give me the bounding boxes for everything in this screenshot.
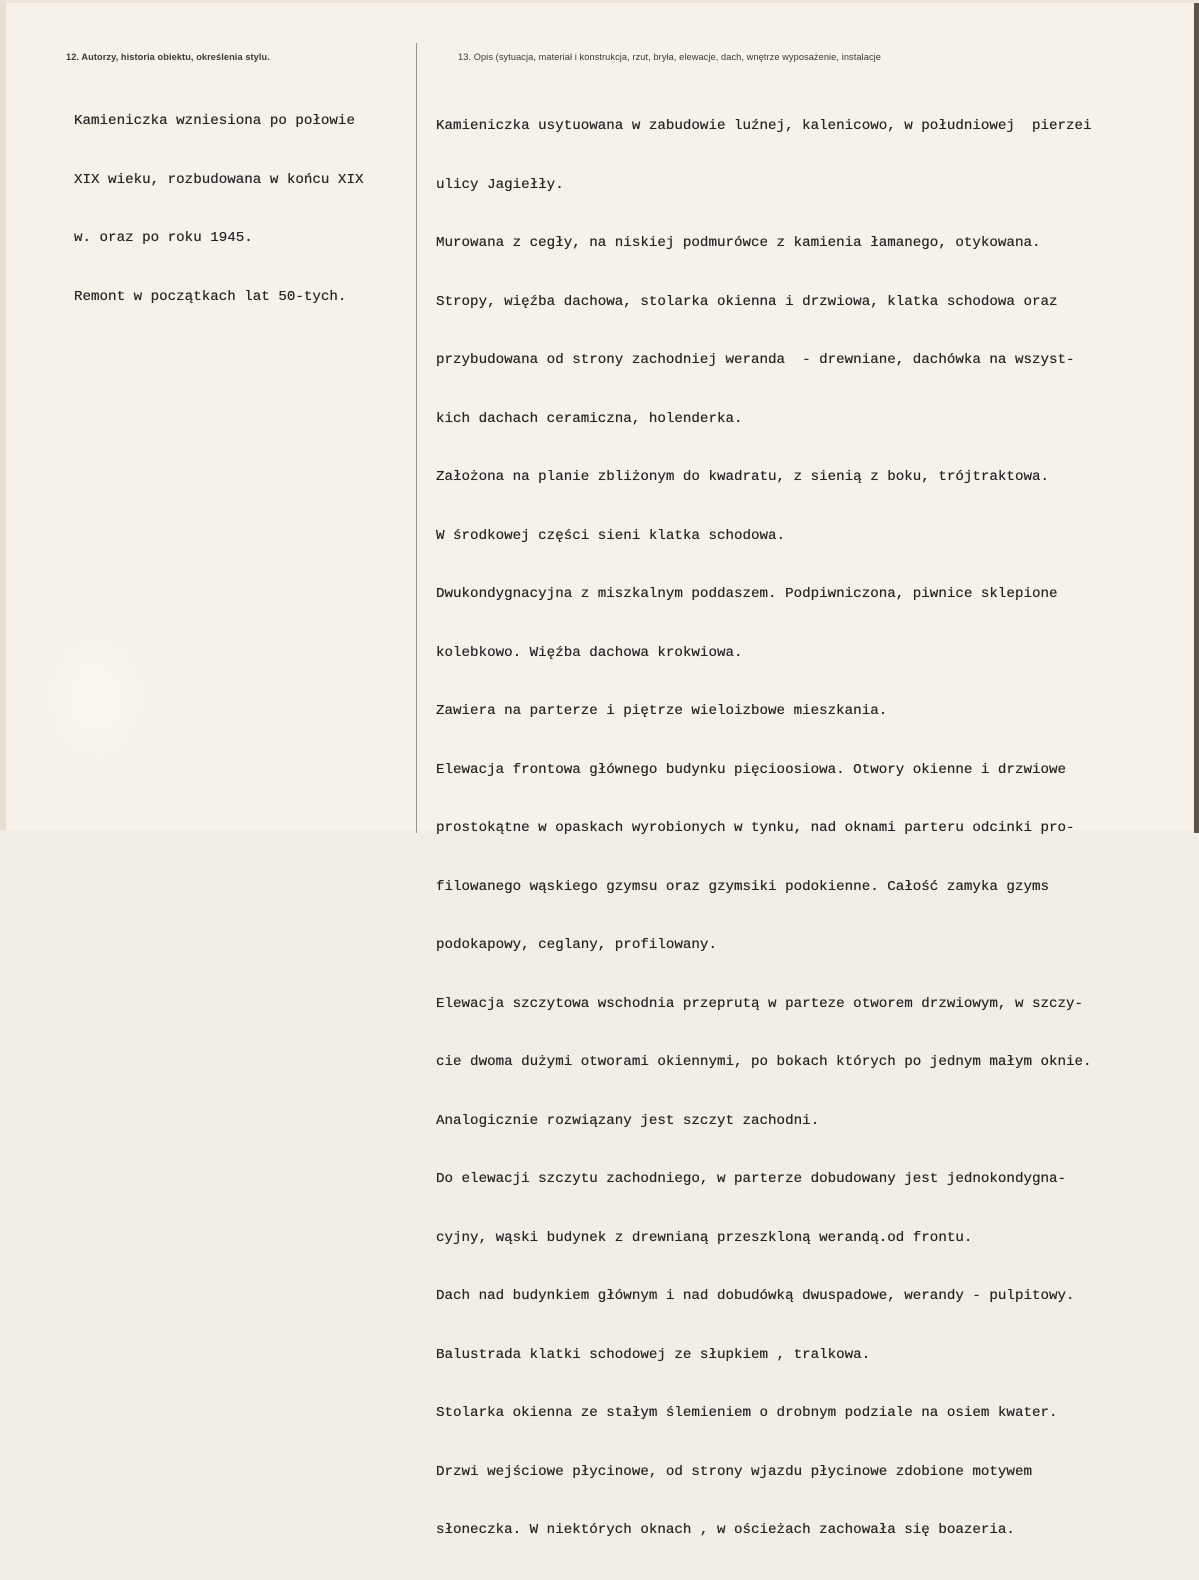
description-line: przybudowana od strony zachodniej weranda - drewniane, dachówka na wszyst- <box>436 352 1075 368</box>
description-line: ulicy Jagiełły. <box>436 176 564 193</box>
description-line: cie dwoma dużymi otworami okiennymi, po bokach których po jednym małym oknie. <box>436 1054 1092 1070</box>
paper-stain <box>36 623 156 773</box>
description-line: kolebkowo. Więźba dachowa krokwiowa. <box>436 644 743 661</box>
description-line: Zawiera na parterze i piętrze wieloizbowe mieszkania. <box>436 703 888 719</box>
description-line: Dach nad budynkiem głównym i nad dobudówką dwuspadowe, werandy - pulpitowy. <box>436 1288 1075 1304</box>
description-line: Drzwi wejściowe płycinowe, od strony wjazdu płycinowe zdobione motywem <box>436 1463 1032 1480</box>
description-text <box>436 78 1092 1580</box>
description-line: Do elewacji szczytu zachodniego, w parterze dobudowany jest jednokondygna- <box>436 1171 1067 1187</box>
description-line: filowanego wąskiego gzymsu oraz gzymsiki podokienne. Całość zamyka gzyms <box>436 878 1049 895</box>
description-line: słoneczka. W niektórych oknach , w ościeżach zachowała się boazeria. <box>436 1522 1015 1538</box>
description-line: podokapowy, ceglany, profilowany. <box>436 937 717 953</box>
description-line: Elewacja szczytowa wschodnia przeprutą w parteze otworem drzwiowym, w szczy- <box>436 995 1084 1012</box>
history-line: Remont w początkach lat 50-tych. <box>74 288 347 305</box>
card-edge-shadow <box>1194 3 1199 833</box>
history-text <box>74 73 363 346</box>
column-divider <box>416 43 417 833</box>
description-line: cyjny, wąski budynek z drewnianą przeszkloną werandą.od frontu. <box>436 1229 973 1246</box>
section-13-header: 13. Opis (sytuacja, materiał i konstrukcja, rzut, bryła, elewacje, dach, wnętrze wyposażenie, instalacje <box>458 52 881 62</box>
description-line: Balustrada klatki schodowej ze słupkiem , tralkowa. <box>436 1346 871 1363</box>
description-line: Założona na planie zbliżonym do kwadratu, z sienią z boku, trójtraktowa. <box>436 469 1049 485</box>
description-line: prostokątne w opaskach wyrobionych w tynku, nad oknami parteru odcinki pro- <box>436 820 1075 836</box>
description-line: Kamieniczka usytuowana w zabudowie luźnej, kalenicowo, w południowej pierzei <box>436 118 1092 134</box>
description-line: Elewacja frontowa głównego budynku pięcioosiowa. Otwory okienne i drzwiowe <box>436 761 1067 778</box>
history-line: w. oraz po roku 1945. <box>74 230 253 246</box>
description-line: Murowana z cegły, na niskiej podmurówce z kamienia łamanego, otykowana. <box>436 235 1041 251</box>
history-line: Kamieniczka wzniesiona po połowie <box>74 113 355 129</box>
description-line: Analogicznie rozwiązany jest szczyt zachodni. <box>436 1112 820 1129</box>
description-line: Stolarka okienna ze stałym ślemieniem o drobnym podziale na osiem kwater. <box>436 1405 1058 1421</box>
section-12-header: 12. Autorzy, historia obiektu, określenia stylu. <box>66 52 270 62</box>
history-line: XIX wieku, rozbudowana w końcu XIX <box>74 171 364 188</box>
description-line: kich dachach ceramiczna, holenderka. <box>436 410 743 427</box>
description-line: W środkowej części sieni klatka schodowa. <box>436 527 786 544</box>
description-line: Stropy, więźba dachowa, stolarka okienna i drzwiowa, klatka schodowa oraz <box>436 293 1058 310</box>
description-line: Dwukondygnacyjna z miszkalnym poddaszem. Podpiwniczona, piwnice sklepione <box>436 586 1058 602</box>
